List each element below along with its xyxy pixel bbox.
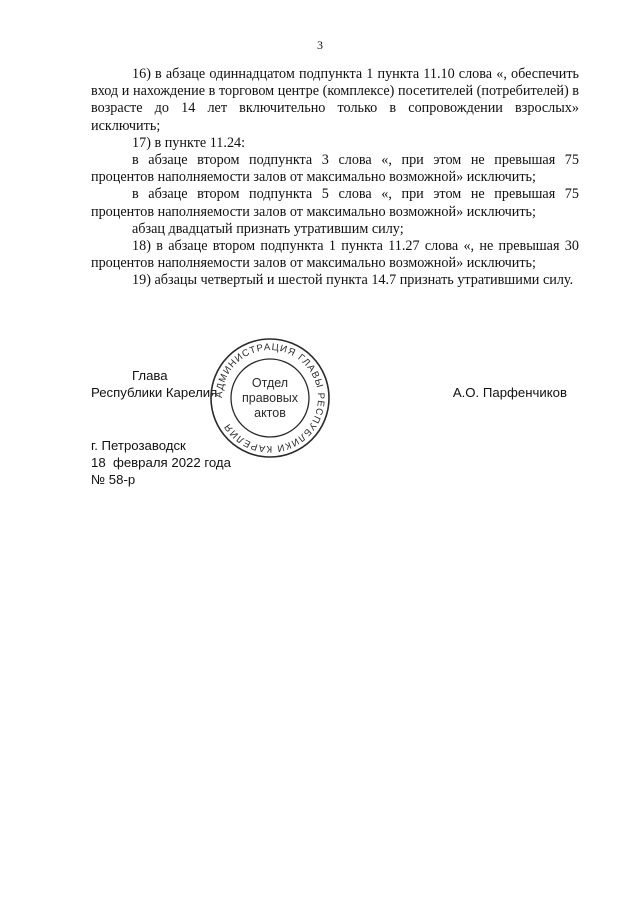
page-number: 3 [317, 38, 323, 52]
document-number: № 58-р [91, 472, 136, 487]
stamp-line-1: Отдел [251, 376, 289, 390]
stamp-ring-textpath: АДМИНИСТРАЦИЯ ГЛАВЫ РЕСПУБЛИКИ КАРЕЛИЯ [213, 341, 327, 455]
stamp-line-3: актов [254, 406, 286, 420]
city: г. Петрозаводск [91, 438, 186, 453]
place-date-block [91, 437, 231, 488]
paragraph-17: 17) в пункте 11.24: [132, 134, 246, 151]
paragraph-17-sub3: в абзаце втором подпункта 3 слова «, при этом не превышая 75 процентов наполняемости залов от максимально возможной» исключить; [91, 152, 579, 186]
signature-title: Глава [132, 368, 168, 383]
stamp-line-2: правовых [242, 391, 298, 405]
paragraph-17-abzac20: абзац двадцатый признать утратившим силу; [132, 220, 404, 237]
paragraph-18: 18) в абзаце втором подпункта 1 пункта 11.27 слова «, не превышая 30 процентов наполняемости залов от максимально возможной» исключить; [91, 238, 579, 272]
paragraph-16: 16) в абзаце одиннадцатом подпункта 1 пункта 11.10 слова «, обеспечить вход и нахождение в торговом центре (комплексе) посетителей (потребителей) в возрасте до 14 лет включительно только в сопровождении взрослых» исключить; [91, 66, 579, 134]
paragraph-17-sub5: в абзаце втором подпункта 5 слова «, при этом не превышая 75 процентов наполняемости залов от максимально возможной» исключить; [91, 186, 579, 220]
paragraph-19: 19) абзацы четвертый и шестой пункта 14.7 признать утратившими силу. [132, 272, 574, 289]
signatory-name: А.О. Парфенчиков [452, 385, 567, 400]
date: 18 февраля 2022 года [91, 455, 231, 470]
document-body [91, 66, 579, 290]
signature-organization: Республики Карелия [91, 385, 218, 400]
